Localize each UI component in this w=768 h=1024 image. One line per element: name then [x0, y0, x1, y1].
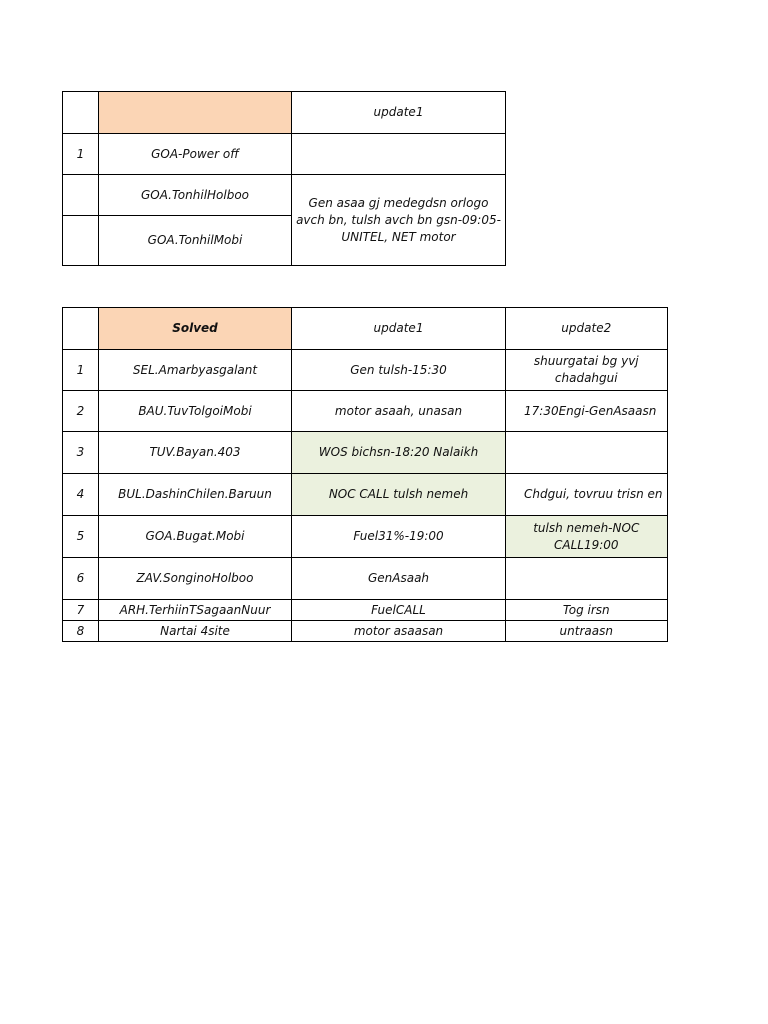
update2-cell[interactable] [506, 432, 668, 474]
table-row [63, 134, 506, 175]
update1-cell[interactable]: Gen tulsh-15:30 [292, 350, 506, 391]
header-cell-num[interactable] [63, 308, 99, 350]
update1-cell[interactable]: WOS bichsn-18:20 Nalaikh [292, 432, 506, 474]
table-header-row [63, 308, 668, 350]
header-cell-solved[interactable]: Solved [99, 308, 292, 350]
update2-cell[interactable]: Tog irsn [506, 600, 668, 621]
site-cell[interactable]: GOA.TonhilHolboo [99, 175, 292, 216]
row-number[interactable]: 1 [63, 134, 99, 175]
site-cell[interactable]: ARH.TerhiinTSagaanNuur [99, 600, 292, 621]
update1-cell[interactable]: motor asaah, unasan [292, 391, 506, 432]
update1-cell[interactable]: NOC CALL tulsh nemeh [292, 474, 506, 516]
site-cell[interactable]: GOA-Power off [99, 134, 292, 175]
site-cell[interactable]: BUL.DashinChilen.Baruun [99, 474, 292, 516]
row-number[interactable]: 6 [63, 558, 99, 600]
update1-cell[interactable]: GenAsaah [292, 558, 506, 600]
site-cell[interactable]: ZAV.SonginoHolboo [99, 558, 292, 600]
update1-cell[interactable]: motor asaasan [292, 621, 506, 642]
table-row [63, 600, 668, 621]
row-number[interactable]: 2 [63, 391, 99, 432]
status-table-2 [62, 307, 668, 642]
table-row [63, 516, 668, 558]
update2-cell[interactable]: tulsh nemeh-NOC CALL19:00 [506, 516, 668, 558]
header-cell-num[interactable] [63, 92, 99, 134]
row-number[interactable]: 8 [63, 621, 99, 642]
row-number[interactable]: 3 [63, 432, 99, 474]
site-cell[interactable]: GOA.Bugat.Mobi [99, 516, 292, 558]
header-cell-update1[interactable]: update1 [292, 92, 506, 134]
update2-cell[interactable]: shuurgatai bg yvj chadahgui [506, 350, 668, 391]
header-cell-site[interactable] [99, 92, 292, 134]
site-cell[interactable]: Nartai 4site [99, 621, 292, 642]
table-row [63, 474, 668, 516]
row-number[interactable]: 1 [63, 350, 99, 391]
table-row [63, 350, 668, 391]
row-number[interactable]: 5 [63, 516, 99, 558]
update2-cell[interactable] [506, 558, 668, 600]
header-cell-update1[interactable]: update1 [292, 308, 506, 350]
table-header-row [63, 92, 506, 134]
table-row [63, 432, 668, 474]
site-cell[interactable]: TUV.Bayan.403 [99, 432, 292, 474]
update1-cell[interactable]: FuelCALL [292, 600, 506, 621]
status-table-1 [62, 91, 506, 266]
header-cell-update2[interactable]: update2 [506, 308, 668, 350]
site-cell[interactable]: GOA.TonhilMobi [99, 216, 292, 266]
site-cell[interactable]: SEL.Amarbyasgalant [99, 350, 292, 391]
table-row [63, 175, 506, 216]
row-number[interactable]: 4 [63, 474, 99, 516]
update2-cell[interactable]: Chdgui, tovruu trisn en [506, 474, 668, 516]
table-row [63, 391, 668, 432]
site-cell[interactable]: BAU.TuvTolgoiMobi [99, 391, 292, 432]
update2-cell[interactable]: 17:30Engi-GenAsaasn [506, 391, 668, 432]
update1-cell[interactable]: Fuel31%-19:00 [292, 516, 506, 558]
row-number[interactable]: 7 [63, 600, 99, 621]
update1-cell[interactable] [292, 134, 506, 175]
row-number[interactable] [63, 175, 99, 216]
merged-update-cell[interactable]: Gen asaa gj medegdsn orlogo avch bn, tulsh avch bn gsn-09:05-UNITEL, NET motor [292, 175, 506, 266]
row-number[interactable] [63, 216, 99, 266]
table-row [63, 621, 668, 642]
table-row [63, 558, 668, 600]
update2-cell[interactable]: untraasn [506, 621, 668, 642]
